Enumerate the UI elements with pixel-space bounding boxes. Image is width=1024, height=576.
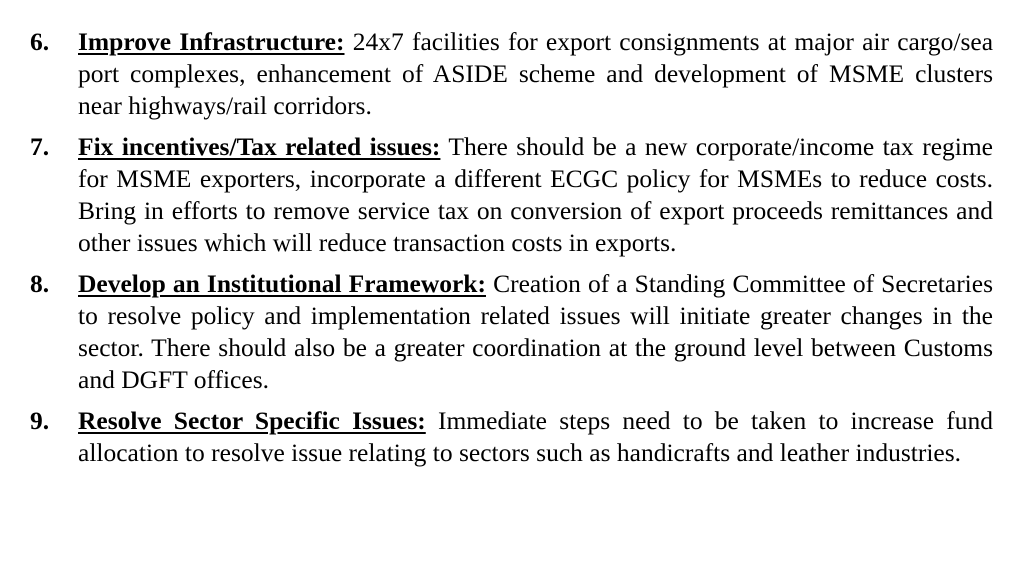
- item-number: 9.: [30, 406, 50, 435]
- item-body: Immediate steps need to be taken to increase fund allocation to resolve issue relating to sectors such as handicrafts and leather industries.: [78, 406, 993, 467]
- item-number: 6.: [30, 27, 50, 56]
- item-heading: Develop an Institutional Framework:: [78, 269, 486, 298]
- item-number: 7.: [30, 132, 50, 161]
- item-body: There should be a new corporate/income tax regime for MSME exporters, incorporate a different ECGC policy for MSMEs to reduce costs. Bring in efforts to remove service tax on conversion of export proceeds remittances and other issues which will reduce transaction costs in exports.: [78, 132, 993, 257]
- item-heading: Fix incentives/Tax related issues:: [78, 132, 441, 161]
- item-body: Creation of a Standing Committee of Secretaries to resolve policy and implementation related issues will initiate greater changes in the sector. There should also be a greater coordination at the ground level between Customs and DGFT offices.: [78, 269, 994, 394]
- list-item: [30, 405, 993, 469]
- item-number: 8.: [30, 269, 50, 298]
- recommendation-list: [30, 26, 993, 478]
- item-heading: Resolve Sector Specific Issues:: [78, 406, 426, 435]
- item-body: 24x7 facilities for export consignments at major air cargo/sea port complexes, enhancement of ASIDE scheme and development of MSME clusters near highways/rail corridors.: [78, 27, 994, 120]
- list-item: [30, 268, 993, 396]
- list-item: [30, 26, 993, 122]
- list-item: [30, 131, 993, 259]
- item-heading: Improve Infrastructure:: [78, 27, 345, 56]
